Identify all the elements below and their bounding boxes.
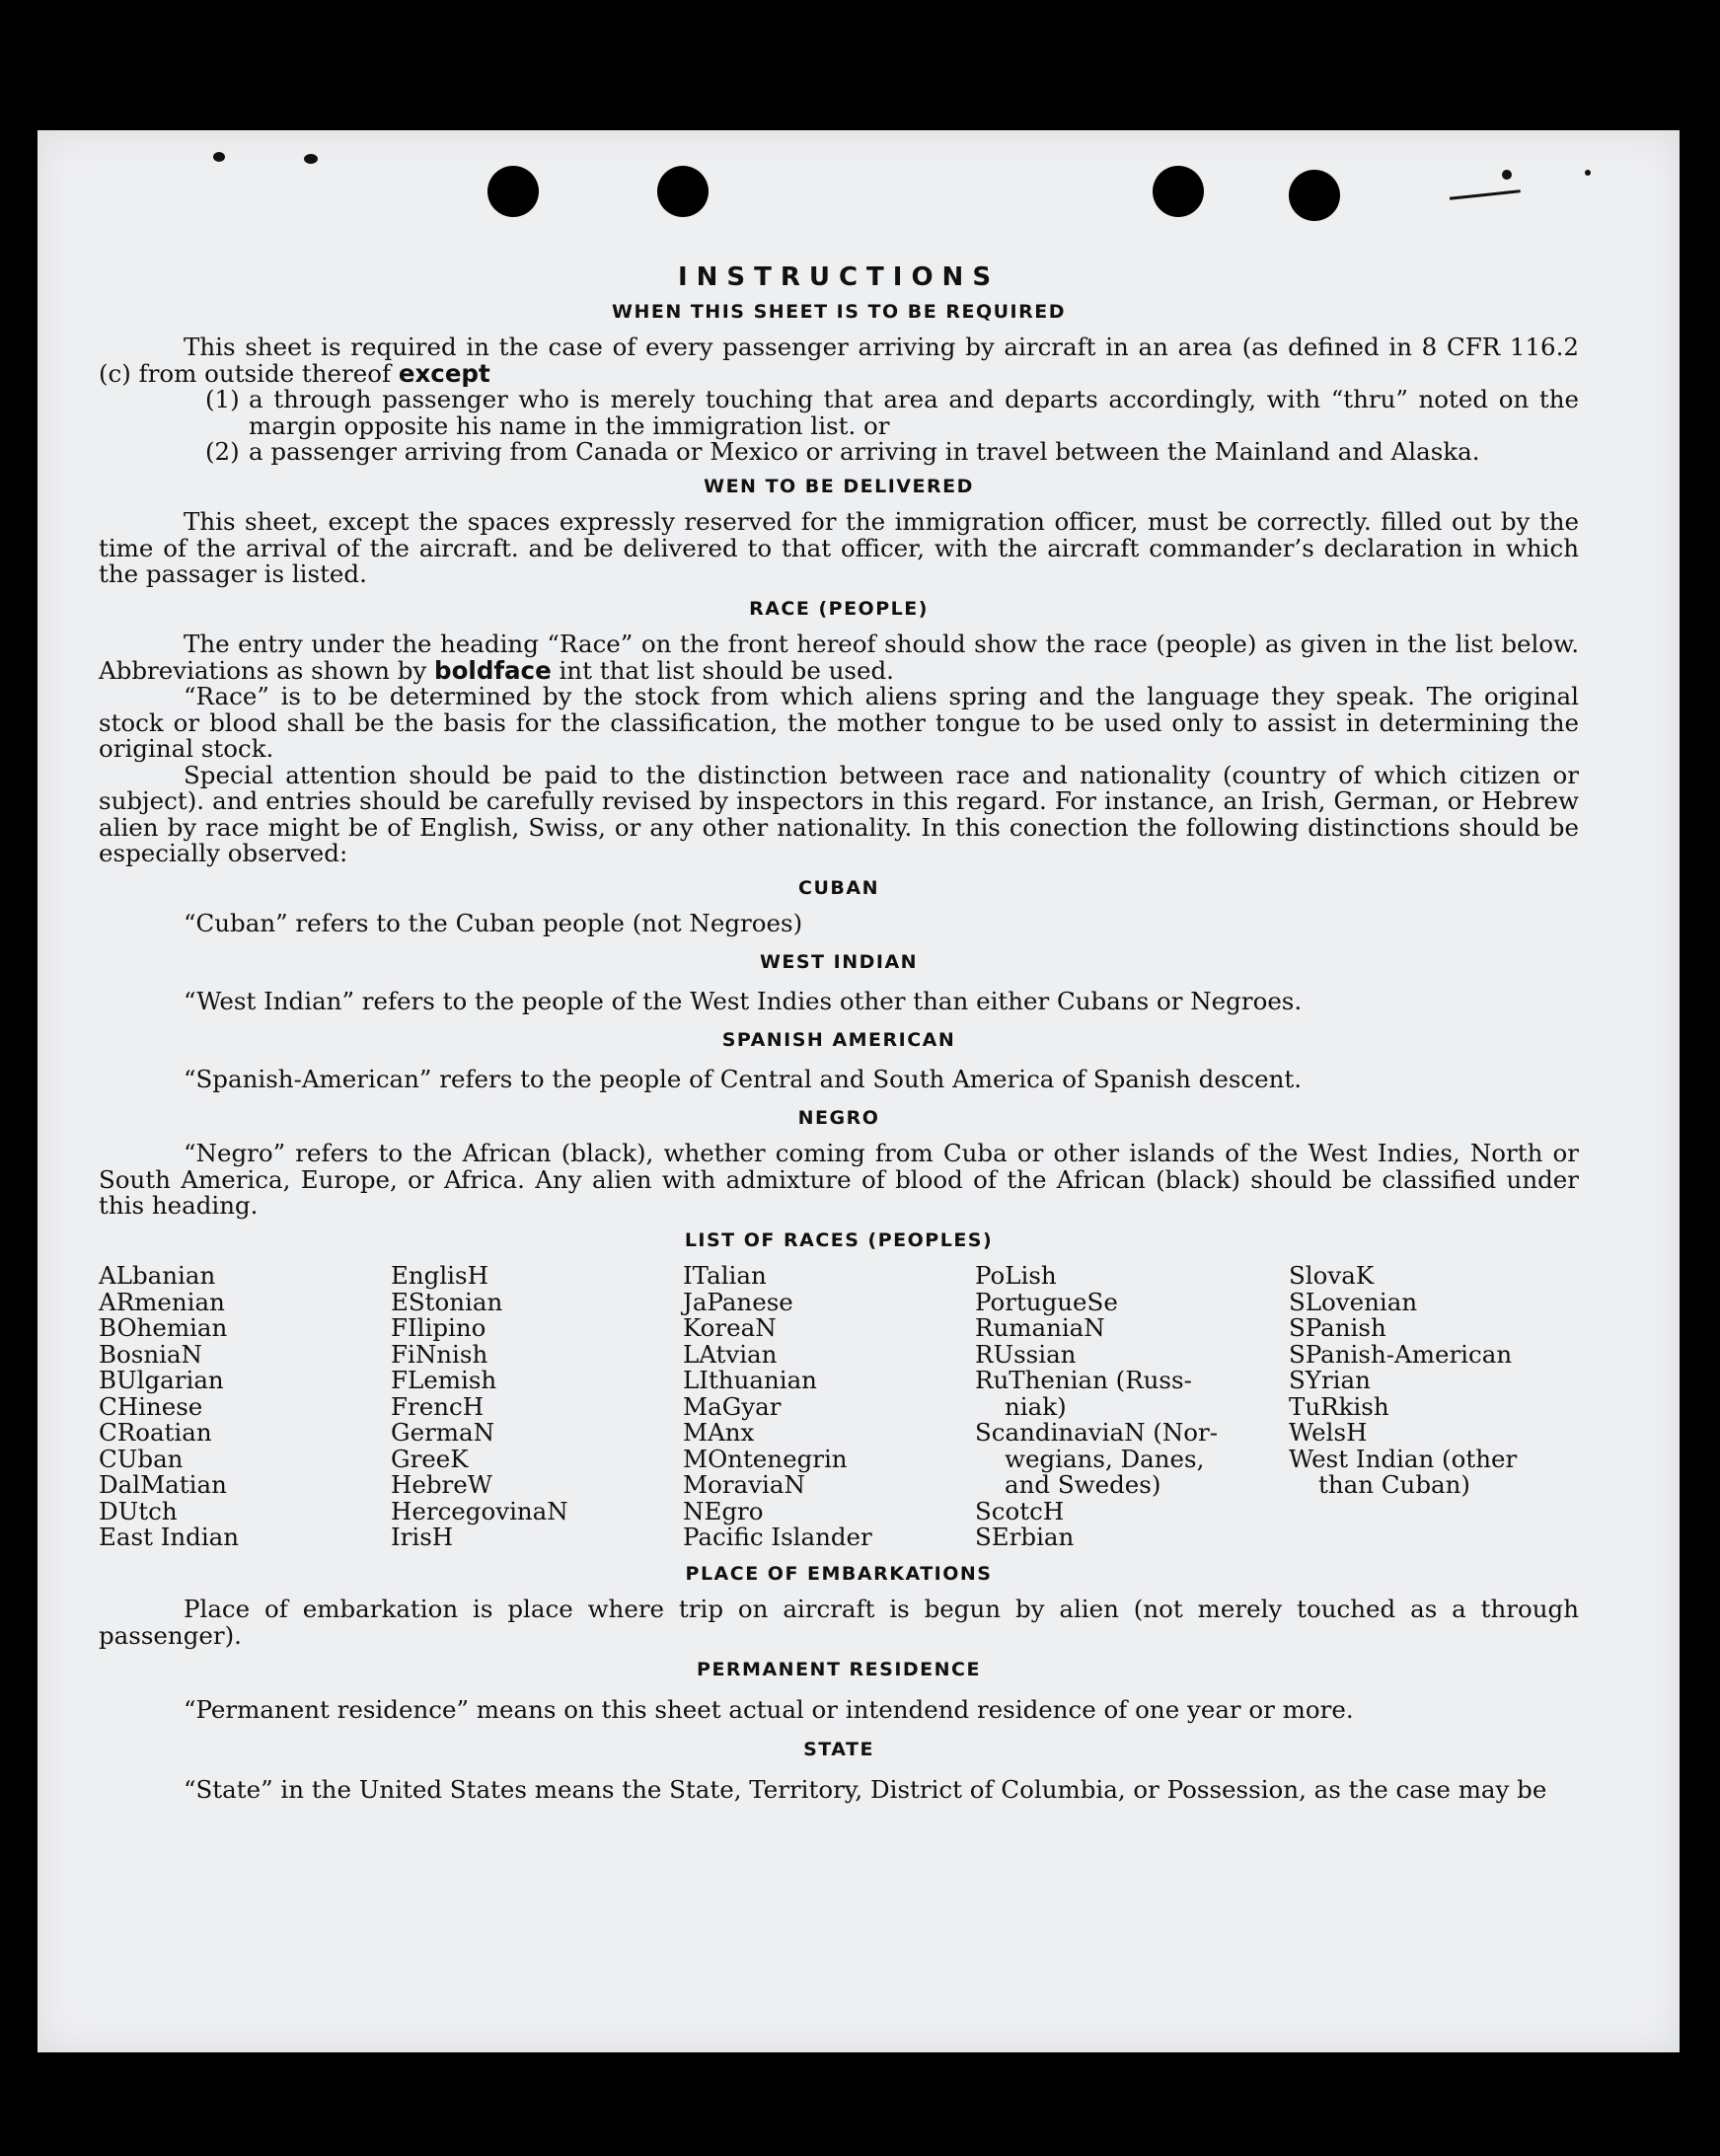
item-number: (2) xyxy=(205,437,240,466)
race-entry: RUssian xyxy=(975,1339,1077,1369)
race-entry: EnglisH xyxy=(391,1261,488,1290)
race-entry: PoLish xyxy=(975,1261,1057,1290)
race-entry: IrisH xyxy=(391,1523,454,1551)
race-entry: DalMatian xyxy=(99,1470,227,1499)
heading-permanent-residence: PERMANENT RESIDENCE xyxy=(697,1659,981,1680)
race-entry: LIthuanian xyxy=(683,1366,817,1394)
west-indian-text: “West Indian” refers to the people of the West Indies other than either Cubans or Negroes. xyxy=(184,987,1303,1015)
race-p1-keyword: boldface xyxy=(434,655,552,685)
race-entry: ITalian xyxy=(683,1261,767,1290)
punch-hole xyxy=(1289,170,1340,221)
state-text: “State” in the United States means the State, Territory, District of Columbia, or Possession, as the case may be xyxy=(184,1774,1547,1804)
punch-hole xyxy=(657,166,709,217)
race-entry: HebreW xyxy=(391,1470,492,1499)
race-entry: GermaN xyxy=(391,1418,495,1447)
race-entry: WelsH xyxy=(1289,1418,1368,1447)
item-text: a through passenger who is merely touching that area and departs accordingly, with “thru” noted on the margin opposite his name in the immigration list. or xyxy=(249,385,1579,440)
races-column-4 xyxy=(975,1263,1289,1551)
race-entry: TuRkish xyxy=(1289,1391,1389,1421)
race-entry: NEgro xyxy=(683,1496,764,1525)
heading-race: RACE (PEOPLE) xyxy=(749,597,929,620)
race-entry: EStonian xyxy=(391,1287,503,1316)
races-column-2 xyxy=(391,1263,683,1551)
heading-when-delivered: WEN TO BE DELIVERED xyxy=(704,475,974,497)
instructions-title: INSTRUCTIONS xyxy=(677,262,1001,292)
races-column-1 xyxy=(99,1263,391,1551)
handwritten-mark xyxy=(1448,174,1521,199)
delivered-text: This sheet, except the spaces expressly reserved for the immigration officer, must be correctly. filled out by the time of the arrival of the aircraft. and be delivered to that officer, with the aircraft commander’s declaration in which the passager is listed. xyxy=(99,507,1579,588)
race-entry: RuThenian (Russ- xyxy=(975,1366,1192,1394)
race-entry: MAnx xyxy=(683,1418,755,1447)
heading-place-of-embarkation: PLACE OF EMBARKATIONS xyxy=(685,1562,993,1585)
race-entry: BUlgarian xyxy=(99,1366,224,1394)
race-entry: ScotcH xyxy=(975,1496,1065,1525)
race-p1-text: The entry under the heading “Race” on the front hereof should show the race (people) as given in the list below. Abbreviations as shown by xyxy=(99,630,1579,685)
heading-when-required: WHEN THIS SHEET IS TO BE REQUIRED xyxy=(611,300,1066,323)
race-entry-continuation: wegians, Danes, xyxy=(1005,1444,1205,1473)
ink-speck xyxy=(304,154,318,164)
race-entry: SYrian xyxy=(1289,1366,1371,1394)
item-text: a passenger arriving from Canada or Mexico or arriving in travel between the Mainland and Alaska. xyxy=(249,437,1480,466)
race-entry: SErbian xyxy=(975,1523,1075,1551)
ink-speck xyxy=(1585,170,1591,176)
race-entry: West Indian (other xyxy=(1289,1444,1518,1473)
spanish-american-text: “Spanish-American” refers to the people of Central and South America of Spanish descent. xyxy=(184,1065,1303,1093)
race-entry: GreeK xyxy=(391,1444,469,1473)
races-column-5 xyxy=(1289,1263,1575,1551)
document-page xyxy=(37,130,1680,2052)
race-paragraph-2: “Race” is to be determined by the stock from which aliens spring and the language they speak. The original stock or blood shall be the basis for the classification, the mother tongue to be used only to assist in determining the original stock. xyxy=(99,682,1579,763)
race-entry-continuation: than Cuban) xyxy=(1318,1470,1470,1499)
required-intro-keyword: except xyxy=(398,358,490,388)
embarkation-text: Place of embarkation is place where trip on aircraft is begun by alien (not merely touched as a through passenger). xyxy=(99,1595,1579,1650)
race-entry: FrencH xyxy=(391,1391,485,1421)
race-entry: SPanish-American xyxy=(1289,1339,1513,1369)
race-entry: JaPanese xyxy=(683,1287,793,1316)
race-entry: LAtvian xyxy=(683,1339,778,1369)
heading-spanish-american: SPANISH AMERICAN xyxy=(721,1028,956,1051)
punch-hole xyxy=(1153,166,1204,217)
race-entry: SlovaK xyxy=(1289,1261,1375,1290)
race-entry: KoreaN xyxy=(683,1313,777,1342)
race-entry: RumaniaN xyxy=(975,1313,1105,1342)
race-entry: BosniaN xyxy=(99,1339,202,1369)
required-item-1 xyxy=(99,387,1579,439)
required-intro xyxy=(99,335,1579,387)
race-entry: ALbanian xyxy=(99,1261,216,1290)
race-entry: SPanish xyxy=(1289,1313,1386,1342)
residence-text: “Permanent residence” means on this sheet actual or intendend residence of one year or more. xyxy=(184,1694,1354,1724)
races-list xyxy=(99,1263,1579,1551)
item-number: (1) xyxy=(205,385,240,413)
race-entry: DUtch xyxy=(99,1496,178,1525)
race-entry: FiNnish xyxy=(391,1339,488,1369)
race-entry: MaGyar xyxy=(683,1391,782,1421)
race-entry: PortugueSe xyxy=(975,1287,1118,1316)
race-entry: FIlipino xyxy=(391,1313,486,1342)
race-entry: Pacific Islander xyxy=(683,1523,872,1551)
heading-cuban: CUBAN xyxy=(798,876,879,899)
race-entry: SLovenian xyxy=(1289,1287,1418,1316)
race-entry: CHinese xyxy=(99,1391,203,1421)
required-item-2 xyxy=(99,439,1579,466)
race-entry: ScandinaviaN (Nor- xyxy=(975,1418,1219,1447)
race-entry: CUban xyxy=(99,1444,184,1473)
race-entry: ARmenian xyxy=(99,1287,225,1316)
races-column-3 xyxy=(683,1263,975,1551)
race-entry-continuation: niak) xyxy=(1005,1391,1067,1421)
negro-text: “Negro” refers to the African (black), whether coming from Cuba or other islands of the West Indies, North or South America, Europe, or Africa. Any alien with admixture of blood of the African (black) should be classified under this heading. xyxy=(99,1139,1579,1220)
race-entry-continuation: and Swedes) xyxy=(1005,1470,1161,1499)
punch-hole xyxy=(487,166,539,217)
heading-west-indian: WEST INDIAN xyxy=(759,950,919,973)
race-paragraph-1 xyxy=(99,632,1579,684)
heading-negro: NEGRO xyxy=(797,1106,880,1129)
instructions-body xyxy=(99,260,1579,1803)
race-entry: MoraviaN xyxy=(683,1470,805,1499)
race-entry: FLemish xyxy=(391,1366,497,1394)
race-entry: MOntenegrin xyxy=(683,1444,848,1473)
heading-state: STATE xyxy=(803,1739,874,1760)
race-entry: BOhemian xyxy=(99,1313,228,1342)
race-entry: HercegovinaN xyxy=(391,1496,568,1525)
race-paragraph-3: Special attention should be paid to the distinction between race and nationality (country of which citizen or subject). and entries should be carefully revised by inspectors in this regard. For instance, an Irish, German, or Hebrew alien by race might be of English, Swiss, or any other nationality. In this conection the following distinctions should be especially observed: xyxy=(99,760,1579,867)
required-intro-text: This sheet is required in the case of every passenger arriving by aircraft in an area (as defined in 8 CFR 116.2 (c) from outside thereof xyxy=(99,333,1579,388)
race-p1-tail: int that list should be used. xyxy=(551,655,894,685)
race-entry: CRoatian xyxy=(99,1418,212,1447)
heading-list-of-races: LIST OF RACES (PEOPLES) xyxy=(684,1228,994,1251)
cuban-text: “Cuban” refers to the Cuban people (not Negroes) xyxy=(184,909,803,937)
race-entry: East Indian xyxy=(99,1523,240,1551)
ink-speck xyxy=(213,152,225,162)
